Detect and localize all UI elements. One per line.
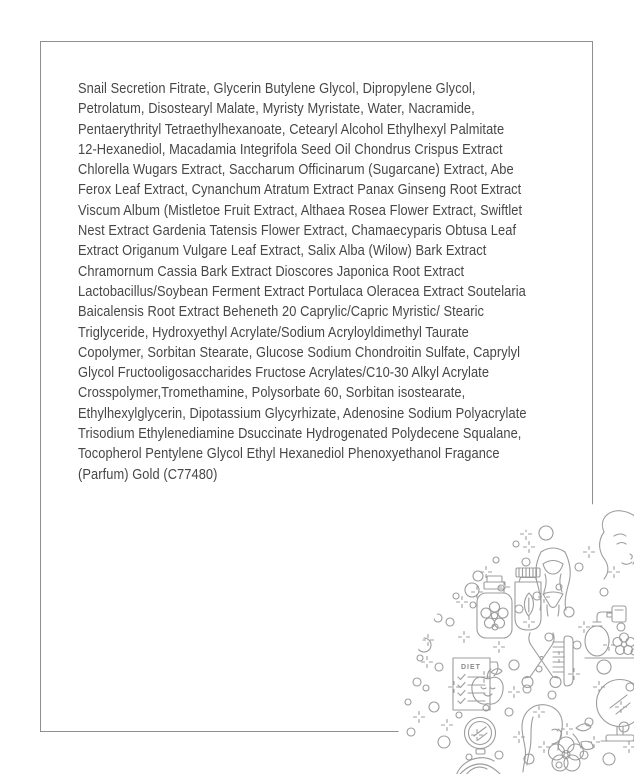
ingredients-line: Chlorella Wugars Extract, Saccharum Officinarum (Sugarcane) Extract, Abe [78,161,514,179]
ingredients-line: Viscum Album (Mistletoe Fruit Extract, Althaea Rosea Flower Extract, Swiftlet [78,201,523,219]
diet-label: DIET [461,664,481,671]
woman-face-icon [600,511,634,579]
sparkle-plus-icons [414,529,634,753]
diet-checklist-icon [453,658,498,710]
ingredients-line: (Parfum) Gold (C77480) [78,465,218,483]
ingredients-line: Crosspolymer,Tromethamine, Polysorbate 60, Sorbitan isostearate, [78,384,466,402]
cosmetic-bottle-icon [477,576,512,638]
scissors-icon [522,633,561,688]
apple-icon [472,669,503,704]
ingredients-line: Snail Secretion Fitrate, Glycerin Butylene Glycol, Dipropylene Glycol, [78,80,476,97]
ingredients-line: Copolymer, Sorbitan Stearate, Glucose Sodium Chondroitin Sulfate, Caprylyl [78,343,521,361]
beauty-lineart-svg [398,498,634,774]
ingredients-line: Ethylhexylglycerin, Dipotassium Glycyrhizate, Adenosine Sodium Polyacrylate [78,404,527,422]
cosmetic-tube-icon [515,568,541,630]
ingredients-line: Chramornum Cassia Bark Extract Dioscores Japonica Root Extract [78,262,465,280]
ingredients-line: Baicalensis Root Extract Beheneth 20 Caprylic/Capric Myristic/ Stearic [78,303,485,321]
comb-icon [553,636,573,686]
ingredients-line: Tocopherol Pentylene Glycol Ethyl Hexanediol Phenoxyethanol Fragance [78,445,500,463]
ingredients-line: 12-Hexanediol, Macadamia Integrifola Seed Oil Chondrus Crispus Extract [78,140,503,158]
ingredients-line: Petrolatum, Disostearyl Malate, Myristy Myristate, Water, Nacramide, [78,100,475,118]
compact-mirror-icon [460,718,500,774]
beauty-illustration-circle [398,498,634,774]
ingredients-line: Trisodium Ethylenediamine Dsuccinate Hydrogenated Polydecene Squalane, [78,425,522,443]
ingredients-line: Nest Extract Gardenia Tatensis Flower Extract, Chamaecyparis Obtusa Leaf [78,222,517,240]
ingredients-line: Pentaerythrityl Tetraethylhexanoate, Cetearyl Alcohol Ethylhexyl Palmitate [78,120,505,138]
standing-mirror-icon [597,680,634,742]
ingredients-text [78,79,527,485]
ingredients-line: Triglyceride, Hydroxyethyl Acrylate/Sodium Acryloyldimethyl Taurate [78,323,469,341]
ingredients-line: Extract Origanum Vulgare Leaf Extract, Salix Alba (Wilow) Bark Extract [78,242,487,260]
ingredients-line: Ferox Leaf Extract, Cynanchum Atratum Extract Panax Ginseng Root Extract [78,181,522,199]
ingredients-line: Lactobacillus/Soybean Ferment Extract Portulaca Oleracea Extract Soutelaria [78,282,526,300]
ingredients-line: Glycol Fructooligosaccharides Fructose Acrylates/C10-30 Alkyl Acrylate [78,364,490,382]
